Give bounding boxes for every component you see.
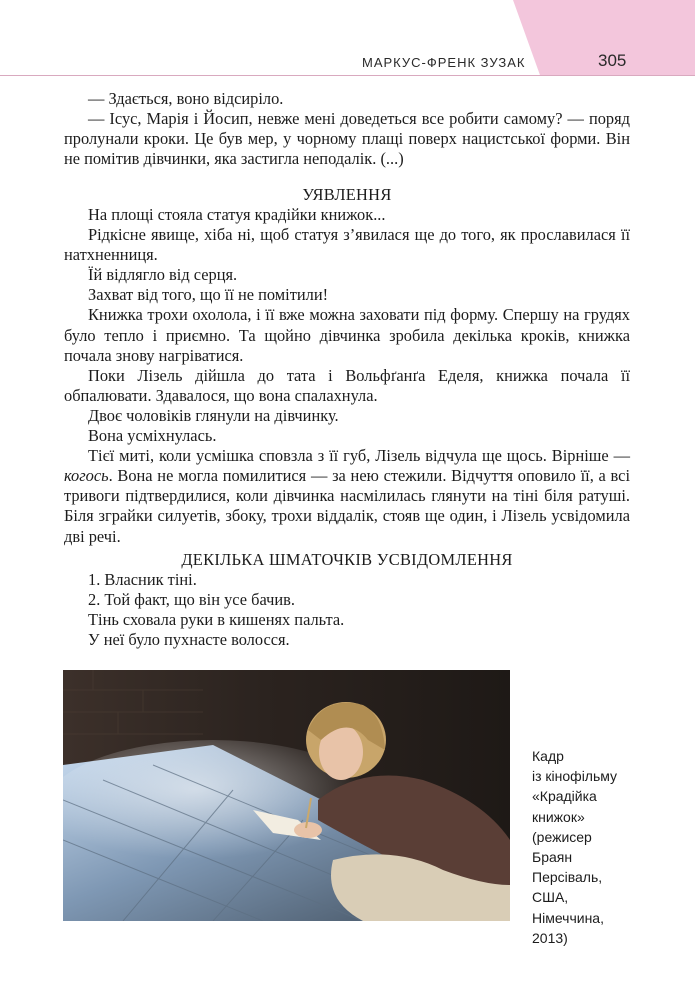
caption-line: із кінофільму (532, 768, 618, 785)
paragraph: — Ісус, Марія і Йосип, невже мені доведеться все робити самому? — поряд пролунали кроки. Це був мер, у чорному плащі поверх нацистської форми. Він не помітив дівчинки, яка застигла неподалік. (...) (64, 109, 630, 169)
paragraph: Тінь сховала руки в кишенях пальта. (88, 610, 345, 630)
running-head-author: МАРКУС-ФРЕНК ЗУЗАК (362, 55, 526, 70)
paragraph: Рідкісне явище, хіба ні, щоб статуя з’явилася ще до того, як прославилася її натхненниця. (64, 225, 630, 265)
caption-line: (режисер (532, 828, 592, 845)
page-number: 305 (598, 51, 627, 70)
caption-line: «Крадійка (532, 788, 597, 805)
intro-text (64, 89, 630, 169)
paragraph (64, 446, 630, 546)
section-imagination-text (64, 205, 630, 547)
paragraph: Двоє чоловіків глянули на дівчинку. (88, 405, 339, 425)
figure-caption (532, 746, 642, 948)
section-title-imagination: УЯВЛЕННЯ (302, 185, 392, 204)
list-item: 1. Власник тіні. (88, 570, 197, 589)
paragraph: — Здається, воно відсиріло. (88, 89, 284, 108)
paragraph: Їй відлягло від серця. (88, 265, 238, 285)
caption-line: Німеччина, (532, 909, 604, 926)
section-title-realizations: ДЕКІЛЬКА ШМАТОЧКІВ УСВІДОМЛЕННЯ (181, 550, 513, 569)
italic-word: когось (64, 466, 109, 486)
caption-line: Кадр (532, 748, 564, 764)
caption-line: США, (532, 889, 569, 906)
caption-line: книжок» (532, 808, 585, 825)
text-run: . Вона не могла помилитися — за нею стежили. Відчуття оповило її, а всі тривоги підтвердилися, коли дівчинка насмілилась глянути на тіні біля ратуші. Біля зграйки силуетів, збоку, трохи віддалік, стояв ще один, і Лізель усвідомила дві речі. (64, 466, 630, 546)
paragraph: У неї було пухнасте волосся. (88, 630, 290, 650)
list-item: 2. Той факт, що він усе бачив. (88, 590, 295, 610)
paragraph: Захват від того, що її не помітили! (88, 285, 329, 305)
caption-line: Персіваль, (532, 869, 603, 886)
paragraph: Вона усміхнулась. (88, 426, 217, 446)
header-rule (0, 75, 695, 76)
film-still-photo (63, 670, 510, 921)
paragraph: Поки Лізель дійшла до тата і Вольфґанґа Еделя, книжка почала її обпалювати. Здавалося, що вона спалахнула. (64, 365, 630, 405)
paragraph: На площі стояла статуя крадійки книжок... (88, 205, 386, 224)
text-run: Тієї миті, коли усмішка сповзла з її губ, Лізель відчула ще щось. Вірніше — (88, 446, 630, 466)
section-realizations-text (64, 570, 630, 650)
caption-line: 2013) (532, 929, 568, 946)
paragraph: Книжка трохи охолола, і її вже можна заховати під форму. Спершу на грудях було тепло і приємно. Та щойно дівчинка зробила декілька кроків, книжка почала знову нагріватися. (64, 305, 630, 365)
caption-line: Браян (532, 849, 573, 866)
